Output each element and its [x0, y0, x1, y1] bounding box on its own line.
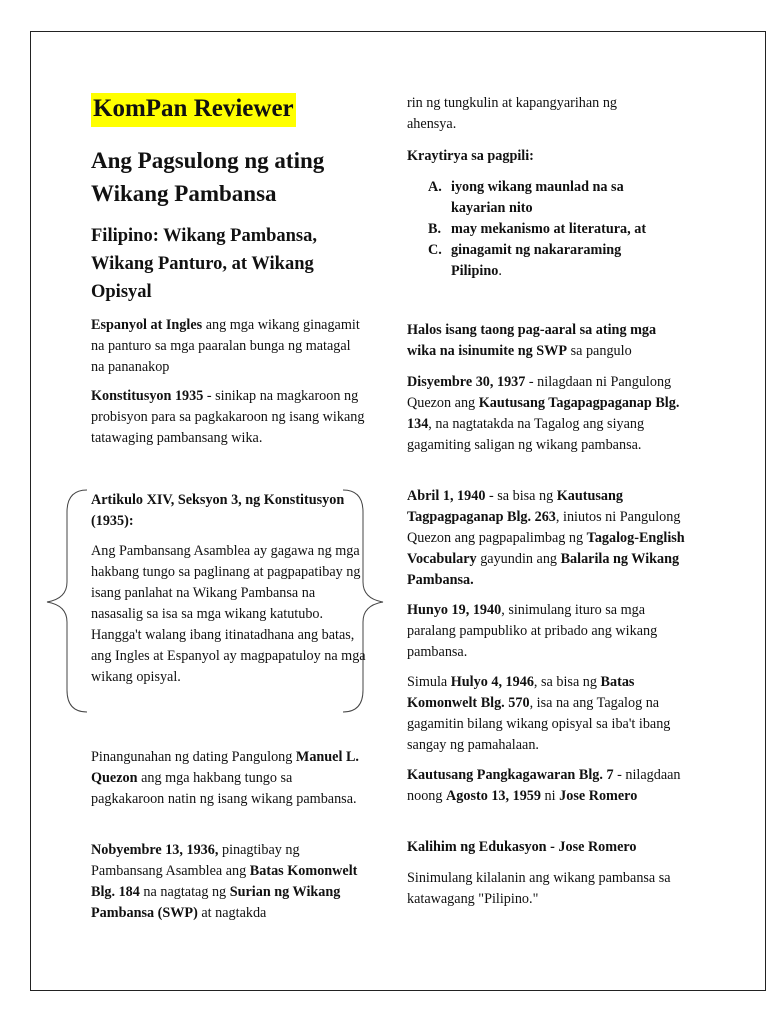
article-heading: Artikulo XIV, Seksyon 3, ng Konstitusyon (1935):: [91, 492, 345, 529]
paragraph-hunyo-1940: Hunyo 19, 1940, sinimulang ituro sa mga paralang pampubliko at pribado ang wikang pambansa.: [407, 602, 658, 660]
paragraph-kautusang-pangkagawaran: Kautusang Pangkagawaran Blg. 7 - nilagdaan noong Agosto 13, 1959 ni Jose Romero: [407, 767, 681, 804]
paragraph-disyembre-1937: Disyembre 30, 1937 - nilagdaan ni Pangulong Quezon ang Kautusang Tagapagpaganap Blg. 134, na nagtatakda na Tagalog ang siyang gagamiting saligan ng wikang pambansa.: [407, 374, 680, 453]
paragraph-espanyol-ingles: Espanyol at Ingles ang mga wikang ginagamit na panturo sa mga paaralan bunga ng matagal na pananakop: [91, 317, 360, 375]
criteria-item: C. ginagamit ng nakararaming Pilipino.: [428, 242, 622, 279]
paragraph-hulyo-1946: Simula Hulyo 4, 1946, sa bisa ng Batas Komonwelt Blg. 570, isa na ang Tagalog na gagamitin bilang wikang opisyal sa iba't ibang sangay ng pamahalaan.: [407, 674, 671, 753]
criteria-heading: Kraytirya sa pagpili:: [407, 148, 534, 164]
paragraph-abril-1940: Abril 1, 1940 - sa bisa ng Kautusang Tagpagpaganap Blg. 263, iniutos ni Pangulong Quezon ang pagpapalimbag ng Tagalog-English Vocabulary gayundin ang Balarila ng Wikang Pambansa.: [407, 488, 685, 588]
reviewer-title: KomPan Reviewer: [91, 93, 296, 127]
criteria-list: [407, 177, 647, 282]
criteria-item: B. may mekanismo at literatura, at: [428, 221, 647, 237]
paragraph-nobyembre-1936: Nobyembre 13, 1936, pinagtibay ng Pambansang Asamblea ang Batas Komonwelt Blg. 184 na nagtatag ng Surian ng Wikang Pambansa (SWP) at nagtakda: [91, 842, 358, 921]
paragraph-kalihim: Kalihim ng Edukasyon - Jose Romero: [407, 839, 637, 855]
paragraph-continuation: rin ng tungkulin at kapangyarihan ng ahensya.: [407, 95, 618, 132]
criteria-item: A. iyong wikang maunlad na sa kayarian nito: [428, 179, 624, 216]
document-page: [30, 31, 766, 991]
article-body: Ang Pambansang Asamblea ay gagawa ng mga hakbang tungo sa paglinang at pagpapatibay ng isang panlahat na Wikang Pambansa na nasasalig sa isa sa mga wikang katutubo. Hangga't walang ibang itinatadhana ang batas, ang Ingles at Espanyol ay magpapatuloy na mga wikang opisyal.: [91, 543, 366, 685]
paragraph-konstitusyon-1935: Konstitusyon 1935 - sinikap na magkaroon ng probisyon para sa pagkakaroon ng isang wikang tatawaging pambansang wika.: [91, 388, 365, 446]
paragraph-quezon: Pinangunahan ng dating Pangulong Manuel L. Quezon ang mga hakbang tungo sa pagkakaroon natin ng isang wikang pambansa.: [91, 749, 359, 807]
paragraph-pilipino: Sinimulang kilalanin ang wikang pambansa sa katawagang "Pilipino.": [407, 870, 671, 907]
main-heading: Ang Pagsulong ng ating Wikang Pambansa: [91, 148, 325, 206]
paragraph-swp-pagaaral: Halos isang taong pag-aaral sa ating mga wika na isinumite ng SWP sa pangulo: [407, 322, 657, 359]
sub-heading: Filipino: Wikang Pambansa, Wikang Panturo, at Wikang Opisyal: [91, 226, 318, 302]
